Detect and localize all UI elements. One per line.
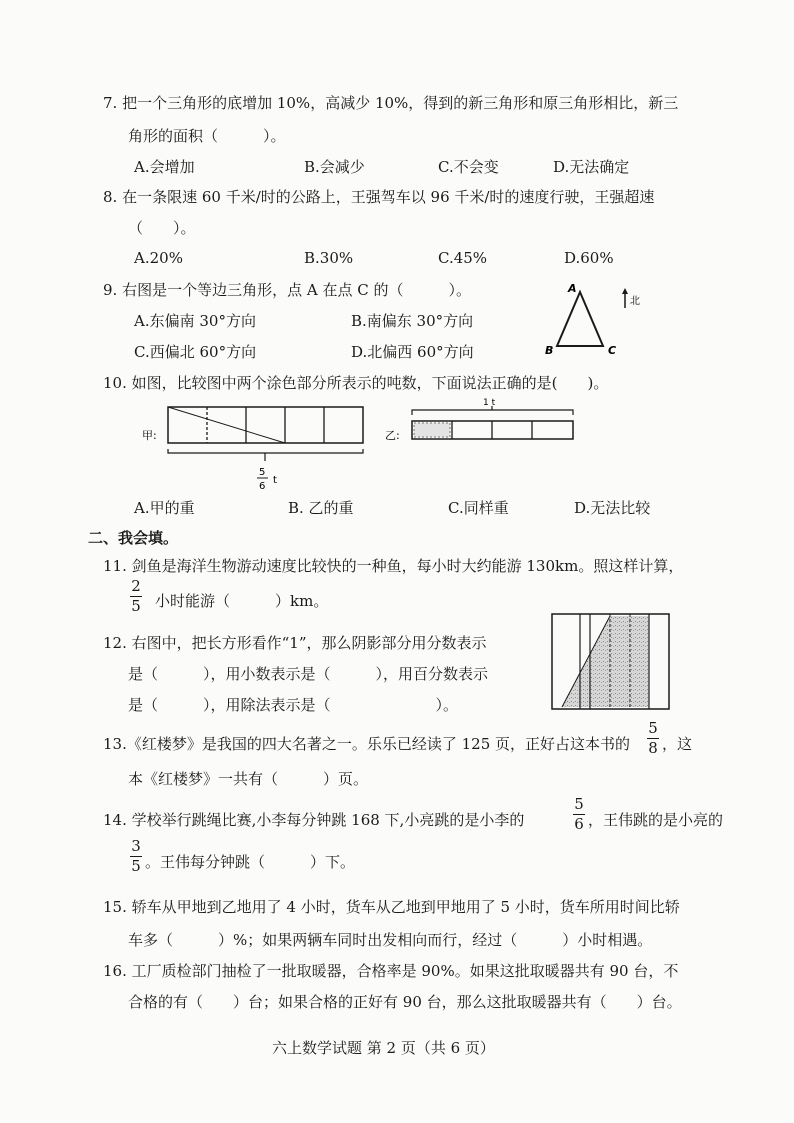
jia-total-num: 5 xyxy=(259,467,266,478)
vertex-b-label: B xyxy=(545,344,554,357)
section-2-title: 二、我会填。 xyxy=(88,529,179,547)
jia-total-unit: t xyxy=(273,475,277,486)
q7-option-b: B.会减少 xyxy=(304,158,365,176)
jia-bar xyxy=(168,407,363,443)
q7-option-a: A.会增加 xyxy=(134,158,195,176)
q8-option-b: B.30% xyxy=(304,249,354,267)
q15-line2: 车多（ ）%；如果两辆车同时出发相向而行，经过（ ）小时相遇。 xyxy=(128,931,653,949)
q10-figure xyxy=(135,393,615,498)
q9-option-c: C.西偏北 60°方向 xyxy=(134,343,257,361)
jia-shade-diagonal xyxy=(168,407,285,443)
q15-line1: 15. 轿车从甲地到乙地用了 4 小时，货车从乙地到甲地用了 5 小时，货车所用时间比轿 xyxy=(103,898,680,916)
q14-fraction-2 xyxy=(130,838,142,875)
q14-frac1-den: 6 xyxy=(574,815,584,833)
page-footer: 六上数学试题 第 2 页（共 6 页） xyxy=(272,1039,495,1057)
q16-line1: 16. 工厂质检部门抽检了一批取暖器，合格率是 90%。如果这批取暖器共有 90 台，不 xyxy=(103,962,679,980)
jia-brace xyxy=(168,449,363,453)
q12-shaded-region xyxy=(562,616,649,707)
jia-total-den: 6 xyxy=(259,481,266,492)
q14-frac1-num: 5 xyxy=(574,795,584,813)
q14-frac2-den: 5 xyxy=(131,857,141,875)
q12-line2: 是（ ），用小数表示是（ ），用百分数表示 xyxy=(128,665,489,683)
north-label: 北 xyxy=(630,296,640,307)
q13-frac-num: 5 xyxy=(648,719,658,737)
q14-line2: 。王伟每分钟跳（ ）下。 xyxy=(145,853,356,871)
q11-frac-num: 2 xyxy=(131,577,141,595)
q8-option-d: D.60% xyxy=(564,249,614,267)
vertex-a-label: A xyxy=(568,282,577,295)
q12-rectangle-figure xyxy=(550,612,672,712)
q8-line2: （ ）。 xyxy=(128,219,196,237)
q14-fraction-1 xyxy=(573,796,585,833)
q13-frac-den: 8 xyxy=(648,739,658,757)
q10-line1: 10. 如图，比较图中两个涂色部分所表示的吨数，下面说法正确的是( )。 xyxy=(103,374,609,392)
jia-label: 甲: xyxy=(142,429,157,442)
north-arrow-head-icon xyxy=(622,288,628,294)
yi-label: 乙: xyxy=(385,429,400,442)
q9-option-b: B.南偏东 30°方向 xyxy=(351,312,474,330)
q8-option-c: C.45% xyxy=(438,249,488,267)
q10-option-b: B. 乙的重 xyxy=(288,499,354,517)
triangle-shape xyxy=(557,292,603,346)
q9-option-d: D.北偏西 60°方向 xyxy=(351,343,474,361)
q13-line1: 13.《红楼梦》是我国的四大名著之一。乐乐已经读了 125 页，正好占这本书的 xyxy=(103,735,631,753)
q11-line1: 11. 剑鱼是海洋生物游动速度比较快的一种鱼，每小时大约能游 130km。照这样计算， xyxy=(103,557,684,575)
q11-frac-den: 5 xyxy=(131,597,141,615)
q7-line1: 7. 把一个三角形的底增加 10%，高减少 10%，得到的新三角形和原三角形相比，新三 xyxy=(103,94,679,112)
q11-line2: 小时能游（ ）km。 xyxy=(155,592,329,610)
q7-option-d: D.无法确定 xyxy=(553,158,630,176)
q7-option-c: C.不会变 xyxy=(438,158,499,176)
q12-line1: 12. 右图中，把长方形看作“1”，那么阴影部分用分数表示 xyxy=(103,634,487,652)
q14-line1-end: ，王伟跳的是小亮的 xyxy=(588,811,724,829)
q16-line2: 合格的有（ ）台；如果合格的正好有 90 台，那么这批取暖器共有（ ）台。 xyxy=(128,993,682,1011)
q8-line1: 8. 在一条限速 60 千米/时的公路上，王强驾车以 96 千米/时的速度行驶，王强超速 xyxy=(103,188,655,206)
vertex-c-label: C xyxy=(608,344,617,357)
q10-option-c: C.同样重 xyxy=(448,499,509,517)
q8-option-a: A.20% xyxy=(134,249,183,267)
triangle-figure xyxy=(540,280,650,360)
q9-line1: 9. 右图是一个等边三角形，点 A 在点 C 的（ ）。 xyxy=(103,281,471,299)
q10-option-a: A.甲的重 xyxy=(134,499,195,517)
q13-line1-end: ，这 xyxy=(662,735,693,753)
q13-line2: 本《红楼梦》一共有（ ）页。 xyxy=(128,770,369,788)
q11-fraction xyxy=(130,578,142,615)
yi-total-label: 1 t xyxy=(483,398,496,408)
q7-line2: 角形的面积（ ）。 xyxy=(128,127,286,145)
yi-shaded-part xyxy=(414,423,450,437)
q14-frac2-num: 3 xyxy=(131,837,141,855)
q14-line1: 14. 学校举行跳绳比赛,小李每分钟跳 168 下,小亮跳的是小李的 xyxy=(103,811,525,829)
q9-option-a: A.东偏南 30°方向 xyxy=(134,312,256,330)
q13-fraction xyxy=(647,720,659,757)
q10-option-d: D.无法比较 xyxy=(574,499,651,517)
q12-line3: 是（ ），用除法表示是（ ）。 xyxy=(128,696,459,714)
yi-brace xyxy=(412,410,573,415)
